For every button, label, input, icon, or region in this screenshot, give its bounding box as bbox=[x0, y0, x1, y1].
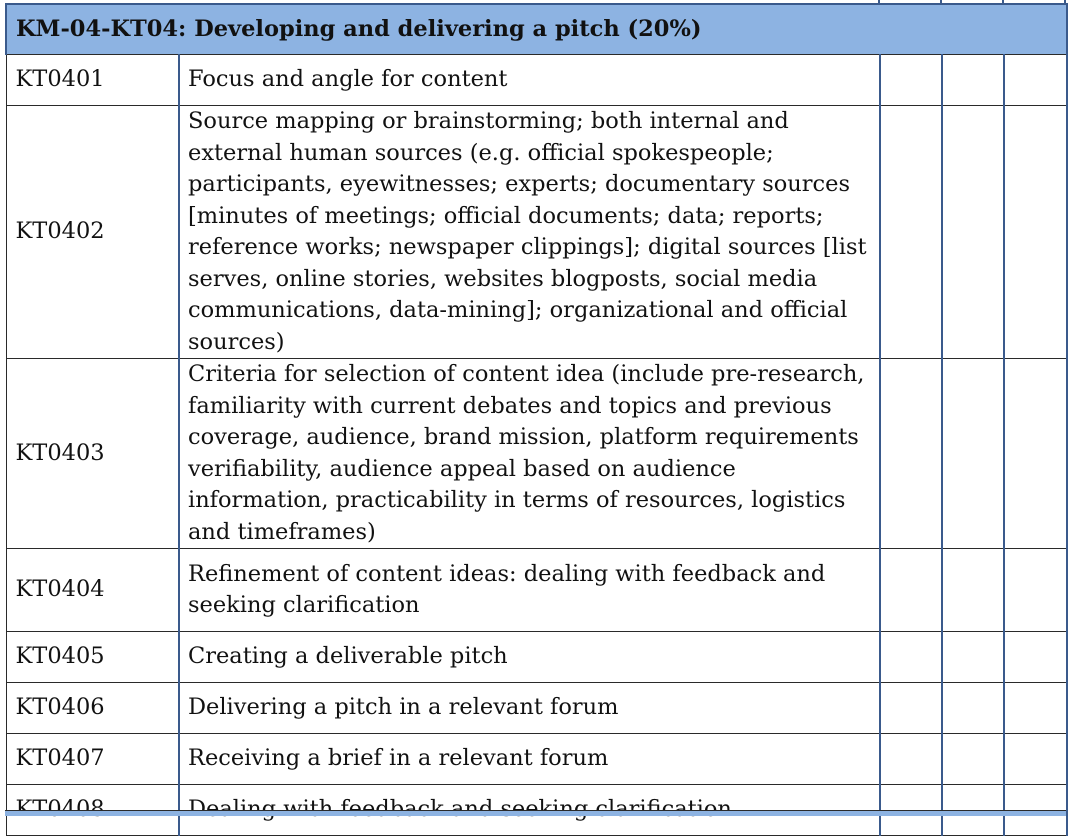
check-cell[interactable] bbox=[942, 106, 1004, 359]
check-cell[interactable] bbox=[880, 549, 942, 632]
table-row bbox=[6, 734, 1067, 785]
table-row bbox=[6, 359, 1067, 549]
section-title: KM-04-KT04: Developing and delivering a pitch (20%) bbox=[6, 4, 1067, 55]
topic-description: Receiving a brief in a relevant forum bbox=[179, 734, 880, 785]
topic-code: KT0402 bbox=[6, 106, 179, 359]
check-cell[interactable] bbox=[942, 683, 1004, 734]
check-cell[interactable] bbox=[880, 734, 942, 785]
check-cell[interactable] bbox=[1004, 359, 1067, 549]
knowledge-topics-table bbox=[5, 3, 1068, 836]
check-cell[interactable] bbox=[1004, 683, 1067, 734]
topic-description: Focus and angle for content bbox=[179, 55, 880, 106]
check-cell[interactable] bbox=[1004, 106, 1067, 359]
next-section-header-edge bbox=[5, 810, 1066, 816]
check-cell[interactable] bbox=[880, 632, 942, 683]
topic-code: KT0405 bbox=[6, 632, 179, 683]
table-row bbox=[6, 632, 1067, 683]
topic-code: KT0406 bbox=[6, 683, 179, 734]
topic-description: Source mapping or brainstorming; both internal and external human sources (e.g. official spokespeople; participants, eyewitnesses; experts; documentary sources [minutes of meetings; official documents; data; reports; reference works; newspaper clippings]; digital sources [list serves, online stories, websites blogposts, social media communications, data-mining]; organizational and official sources) bbox=[179, 106, 880, 359]
topic-code: KT0407 bbox=[6, 734, 179, 785]
topic-description: Refinement of content ideas: dealing with feedback and seeking clarification bbox=[179, 549, 880, 632]
check-cell[interactable] bbox=[1004, 55, 1067, 106]
check-cell[interactable] bbox=[1004, 632, 1067, 683]
check-cell[interactable] bbox=[880, 106, 942, 359]
check-cell[interactable] bbox=[942, 55, 1004, 106]
table-row bbox=[6, 549, 1067, 632]
topic-description: Delivering a pitch in a relevant forum bbox=[179, 683, 880, 734]
topic-code: KT0401 bbox=[6, 55, 179, 106]
check-cell[interactable] bbox=[942, 359, 1004, 549]
table-row bbox=[6, 683, 1067, 734]
check-cell[interactable] bbox=[942, 632, 1004, 683]
topic-description: Criteria for selection of content idea (include pre-research, familiarity with current debates and topics and previous coverage, audience, brand mission, platform requirements verifiability, audience appeal based on audience information, practicability in terms of resources, logistics and timeframes) bbox=[179, 359, 880, 549]
section-header-row bbox=[6, 4, 1067, 55]
topic-code: KT0404 bbox=[6, 549, 179, 632]
table-row bbox=[6, 55, 1067, 106]
check-cell[interactable] bbox=[880, 359, 942, 549]
topic-code: KT0403 bbox=[6, 359, 179, 549]
check-cell[interactable] bbox=[942, 549, 1004, 632]
table-row bbox=[6, 106, 1067, 359]
check-cell[interactable] bbox=[880, 55, 942, 106]
check-cell[interactable] bbox=[942, 734, 1004, 785]
check-cell[interactable] bbox=[880, 683, 942, 734]
topic-description: Creating a deliverable pitch bbox=[179, 632, 880, 683]
check-cell[interactable] bbox=[1004, 549, 1067, 632]
check-cell[interactable] bbox=[1004, 734, 1067, 785]
